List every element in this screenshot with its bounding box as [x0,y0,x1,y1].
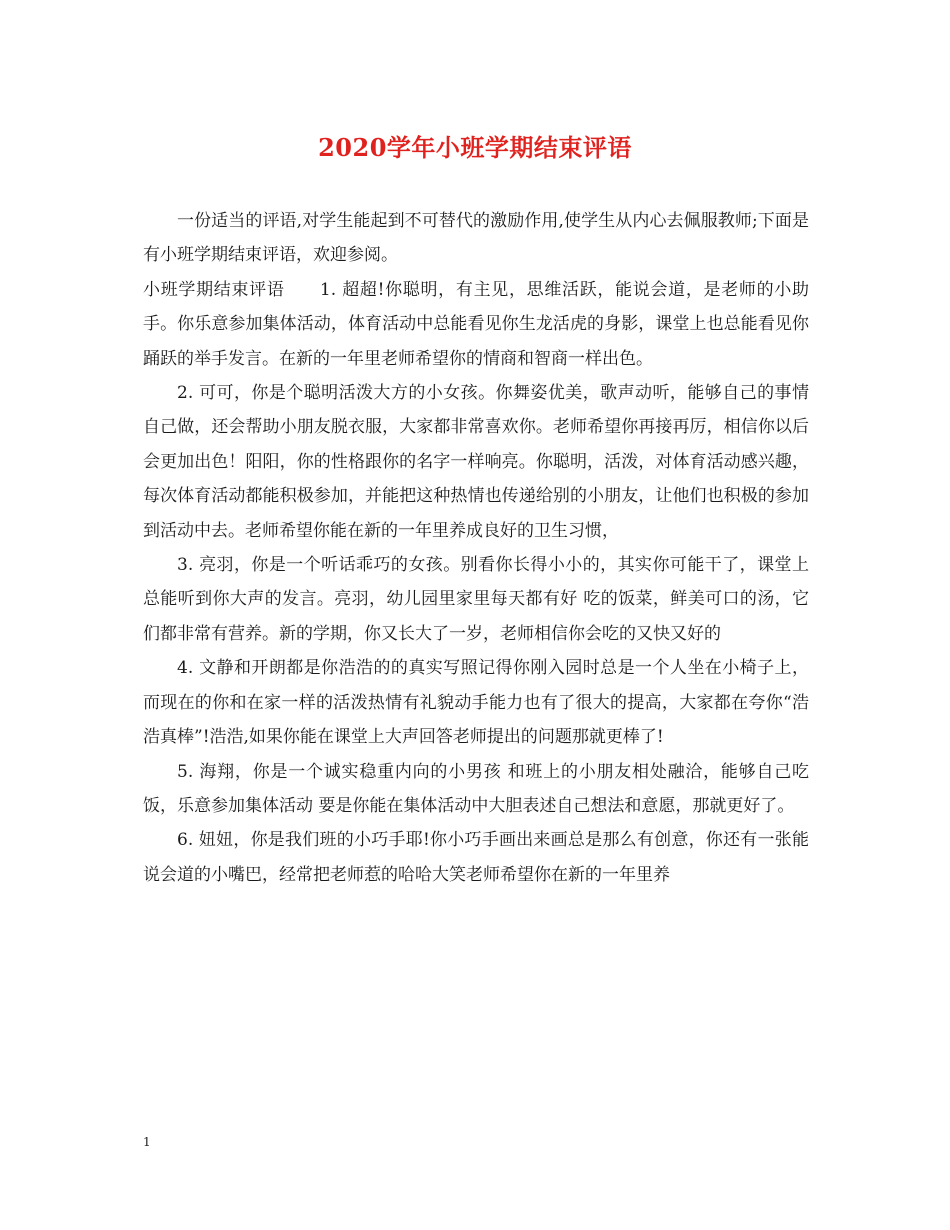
paragraph-comment-2: 2. 可可，你是个聪明活泼大方的小女孩。你舞姿优美，歌声动听，能够自己的事情自己做，还会帮助小朋友脱衣服，大家都非常喜欢你。老师希望你再接再厉，相信你以后会更加出色！阳阳，你的性格跟你的名字一样响亮。你聪明，活泼，对体育活动感兴趣，每次体育活动都能积极参加，并能把这种热情也传递给别的小朋友，让他们也积极的参加到活动中去。老师希望你能在新的一年里养成良好的卫生习惯， [143,383,809,541]
paragraph-comment-6: 6. 妞妞，你是我们班的小巧手耶!你小巧手画出来画总是那么有创意，你还有一张能说会道的小嘴巴，经常把老师惹的哈哈大笑老师希望你在新的一年里养 [143,830,809,885]
paragraph-comment-1: 小班学期结束评语 1. 超超!你聪明，有主见，思维活跃，能说会道，是老师的小助手。你乐意参加集体活动，体育活动中总能看见你生龙活虎的身影，课堂上也总能看见你踊跃的举手发言。在新的一年里老师希望你的情商和智商一样出色。 [143,279,809,369]
page-number: 1 [143,1135,151,1149]
paragraph-comment-5: 5. 海翔，你是一个诚实稳重内向的小男孩 和班上的小朋友相处融洽，能够自己吃饭，乐意参加集体活动 要是你能在集体活动中大胆表述自己想法和意愿，那就更好了。 [143,761,809,816]
paragraph-comment-4: 4. 文静和开朗都是你浩浩的的真实写照记得你刚入园时总是一个人坐在小椅子上，而现在的你和在家一样的活泼热情有礼貌动手能力也有了很大的提高，大家都在夸你“浩浩真棒”!浩浩,如果你能在课堂上大声回答老师提出的问题那就更棒了! [143,658,809,748]
document-body [143,204,809,892]
paragraph-comment-3: 3. 亮羽，你是一个听话乖巧的女孩。别看你长得小小的，其实你可能干了，课堂上总能听到你大声的发言。亮羽，幼儿园里家里每天都有好 吃的饭菜，鲜美可口的汤，它们都非常有营养。新的学期，你又长大了一岁，老师相信你会吃的又快又好的 [143,555,809,644]
paragraph-intro: 一份适当的评语,对学生能起到不可替代的激励作用,使学生从内心去佩服教师;下面是有小班学期结束评语，欢迎参阅。 [143,211,809,266]
document-title: 2020学年小班学期结束评语 [318,133,632,162]
